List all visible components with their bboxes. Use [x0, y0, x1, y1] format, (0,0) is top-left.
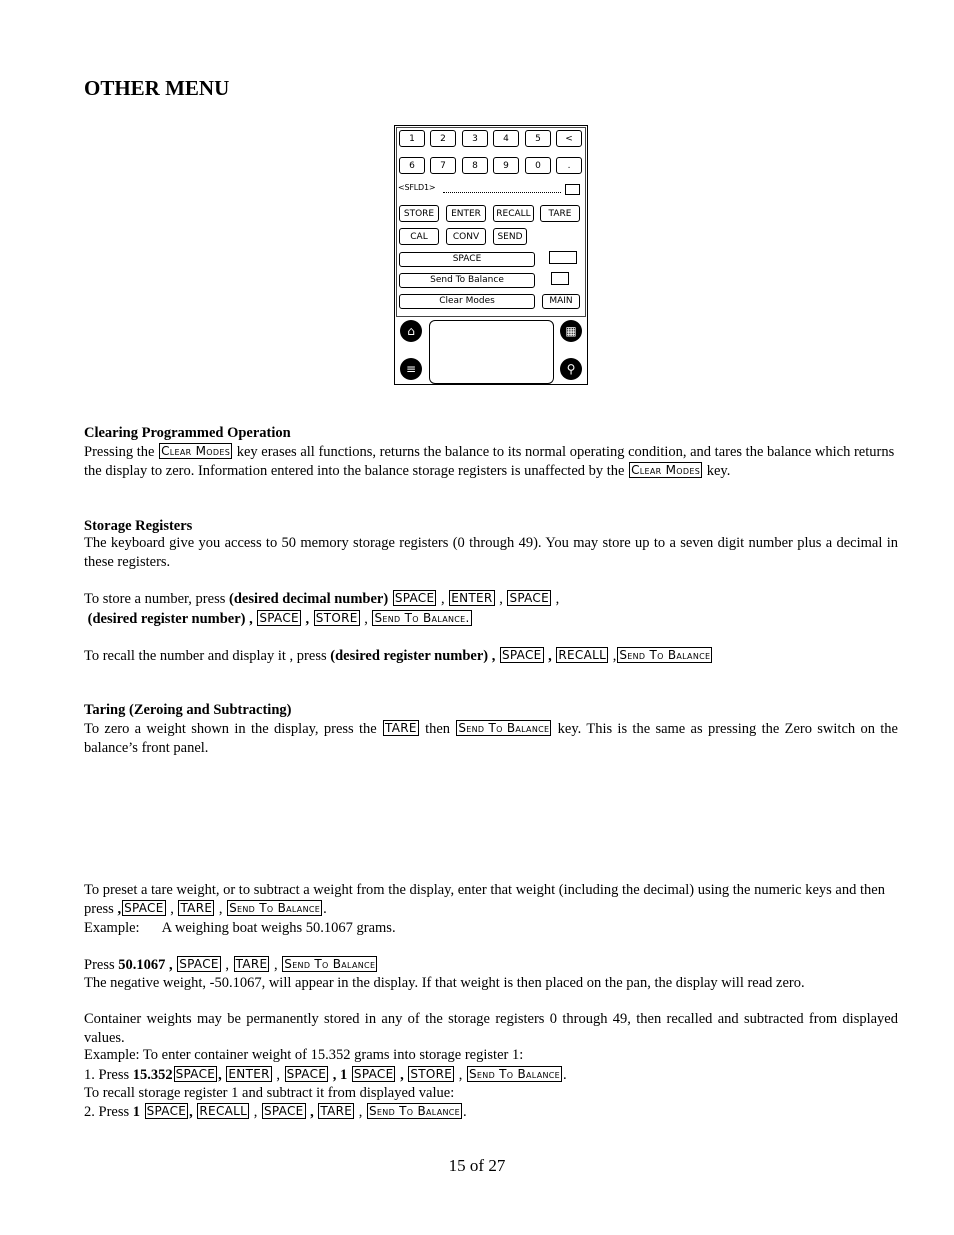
preset-tare-paragraph: To preset a tare weight, or to subtract a weight from the display, enter that weight (including the decimal) using the numeric keys and then press , SPACE , TARE , Send To Balance .	[84, 882, 885, 917]
pda-key-7-button[interactable]: 7	[430, 157, 456, 174]
pda-key-8-button[interactable]: 8	[462, 157, 488, 174]
pda-keypad-image	[394, 125, 588, 385]
taring-paragraph: To zero a weight shown in the display, press the TARE then Send To Balance key. This is the same as pressing the Zero switch on the balance’s front panel.	[84, 721, 898, 756]
menu-icon[interactable]: ≡	[400, 358, 422, 380]
field-toggle-icon[interactable]	[565, 184, 580, 195]
pda-cal-button[interactable]: CAL	[399, 228, 439, 245]
register-display-icon	[549, 251, 577, 264]
step-2: 2. Press 1 SPACE , RECALL , SPACE , TARE , Send To Balance .	[84, 1104, 467, 1120]
clear-modes-key: Clear Modes	[631, 463, 701, 477]
graffiti-area[interactable]	[429, 320, 554, 384]
taring-title: Taring (Zeroing and Subtracting)	[84, 702, 292, 718]
example-2: Example: To enter container weight of 15.352 grams into storage register 1:	[84, 1047, 524, 1063]
pda-key-1-button[interactable]: 1	[399, 130, 425, 147]
example-1: Example: A weighing boat weighs 50.1067 grams.	[84, 920, 396, 936]
pda-conv-button[interactable]: CONV	[446, 228, 486, 245]
step-1: 1. Press 15.352 SPACE , ENTER , SPACE , 1 SPACE , STORE , Send To Balance .	[84, 1067, 567, 1083]
store-instruction: To store a number, press (desired decimal number) SPACE , ENTER , SPACE ,	[84, 591, 560, 607]
clearing-paragraph: Pressing the Clear Modes key erases all functions, returns the balance to its normal operating condition, and tares the balance which returns the display to zero. Information entered into the balance storage registers is unaffected by the Clear Modes key.	[84, 444, 895, 479]
page-number: 15 of 27	[448, 1156, 506, 1175]
pda-key-0-button[interactable]: 0	[525, 157, 551, 174]
pda-key-5-button[interactable]: 5	[525, 130, 551, 147]
search-icon[interactable]: ⚲	[560, 358, 582, 380]
pda-main-button[interactable]: MAIN	[542, 294, 580, 309]
recall-instruction: To recall the number and display it , press (desired register number) , SPACE , RECALL , Send To Balance	[84, 648, 711, 664]
pda-send-to-balance-button[interactable]: Send To Balance	[399, 273, 535, 288]
pda-key--button[interactable]: .	[556, 157, 582, 174]
storage-title: Storage Registers	[84, 518, 193, 534]
store-instruction-2: (desired register number) , SPACE , STORE , Send To Balance.	[87, 611, 470, 627]
home-icon[interactable]: ⌂	[400, 320, 422, 342]
press-example: Press 50.1067 , SPACE , TARE , Send To Balance	[84, 957, 376, 973]
pda-key-6-button[interactable]: 6	[399, 157, 425, 174]
pda-key-3-button[interactable]: 3	[462, 130, 488, 147]
pda-space-button[interactable]: SPACE	[399, 252, 535, 267]
pda-key--button[interactable]: <	[556, 130, 582, 147]
pda-clear-modes-button[interactable]: Clear Modes	[399, 294, 535, 309]
clear-modes-key: Clear Modes	[161, 444, 231, 458]
storage-paragraph: The keyboard give you access to 50 memory storage registers (0 through 49). You may store up to a seven digit number plus a decimal in these registers.	[84, 535, 898, 570]
calculator-icon[interactable]: ▦	[560, 320, 582, 342]
pda-key-2-button[interactable]: 2	[430, 130, 456, 147]
pda-recall-button[interactable]: RECALL	[493, 205, 534, 222]
field-dots	[443, 192, 561, 193]
pda-key-4-button[interactable]: 4	[493, 130, 519, 147]
pda-send-button[interactable]: SEND	[493, 228, 527, 245]
page-title: OTHER MENU	[84, 76, 230, 100]
pda-enter-button[interactable]: ENTER	[446, 205, 486, 222]
pda-key-9-button[interactable]: 9	[493, 157, 519, 174]
pda-store-button[interactable]: STORE	[399, 205, 439, 222]
shift-icon[interactable]	[551, 272, 569, 285]
pda-tare-button[interactable]: TARE	[540, 205, 580, 222]
recall-register-line: To recall storage register 1 and subtract it from displayed value:	[84, 1085, 455, 1101]
field-label: <SFLD1>	[398, 183, 436, 192]
negative-weight-text: The negative weight, -50.1067, will appear in the display. If that weight is then placed on the pan, the display will read zero.	[84, 975, 805, 991]
container-paragraph: Container weights may be permanently stored in any of the storage registers 0 through 49, then recalled and subtracted from displayed values.	[84, 1011, 898, 1046]
clearing-title: Clearing Programmed Operation	[84, 425, 291, 441]
